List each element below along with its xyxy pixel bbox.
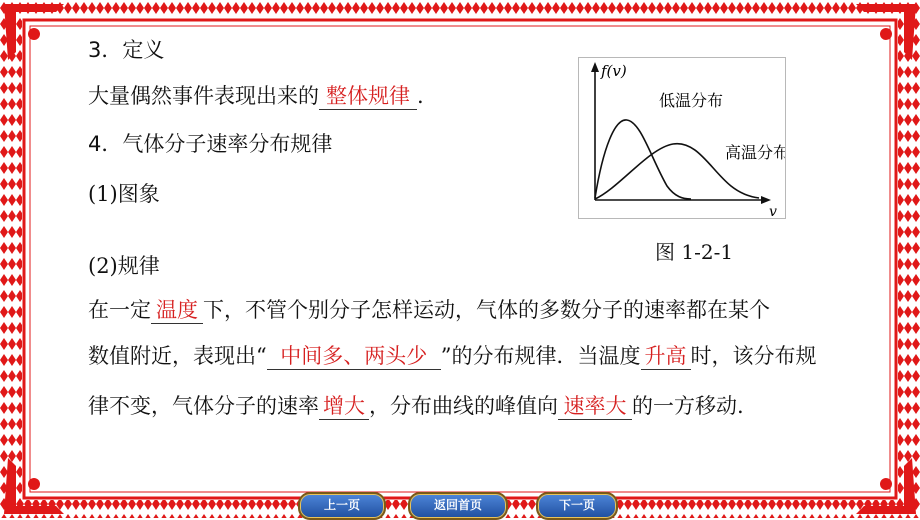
x-axis-arrow: [761, 196, 771, 204]
answer-blank: 速率大: [558, 393, 632, 420]
paragraph-line-3: 律不变，气体分子的速率 增大 ，分布曲线的峰值向 速率大 的一方移动.: [88, 394, 744, 418]
paragraph-line-2: 数值附近，表现出“ 中间多、两头少 ”的分布规律．当温度 升高 时，该分布规: [88, 344, 817, 368]
definition-text: 大量偶然事件表现出来的: [88, 84, 319, 108]
rule-item-label: (2)规律: [88, 254, 160, 278]
answer-blank: 中间多、两头少: [267, 343, 441, 370]
answer-blank: 温度: [151, 297, 203, 324]
distribution-figure: [578, 57, 786, 219]
image-item-label: (1)图象: [88, 182, 160, 206]
answer-blank: 增大: [319, 393, 369, 420]
low-temp-label: 低温分布: [659, 91, 724, 110]
x-axis-label: v: [769, 204, 777, 218]
section-4-title: 4．气体分子速率分布规律: [88, 132, 333, 156]
prev-page-button[interactable]: 上一页: [298, 492, 386, 520]
next-page-button[interactable]: 下一页: [536, 492, 618, 520]
answer-blank: 整体规律: [319, 83, 417, 110]
definition-line: 大量偶然事件表现出来的 整体规律 .: [88, 84, 424, 108]
y-axis-label: f(v): [601, 62, 627, 80]
answer-blank: 升高: [641, 343, 691, 370]
home-button[interactable]: 返回首页: [408, 492, 508, 520]
section-3-title: 3．定义: [88, 38, 165, 62]
figure-caption: 图 1-2-1: [655, 240, 734, 264]
high-temp-label: 高温分布: [725, 143, 785, 162]
distribution-graph: [579, 58, 785, 218]
y-axis-arrow: [591, 62, 599, 72]
paragraph-line-1: 在一定 温度 下，不管个别分子怎样运动，气体的多数分子的速率都在某个: [88, 298, 770, 322]
low-temp-curve: [595, 120, 691, 199]
